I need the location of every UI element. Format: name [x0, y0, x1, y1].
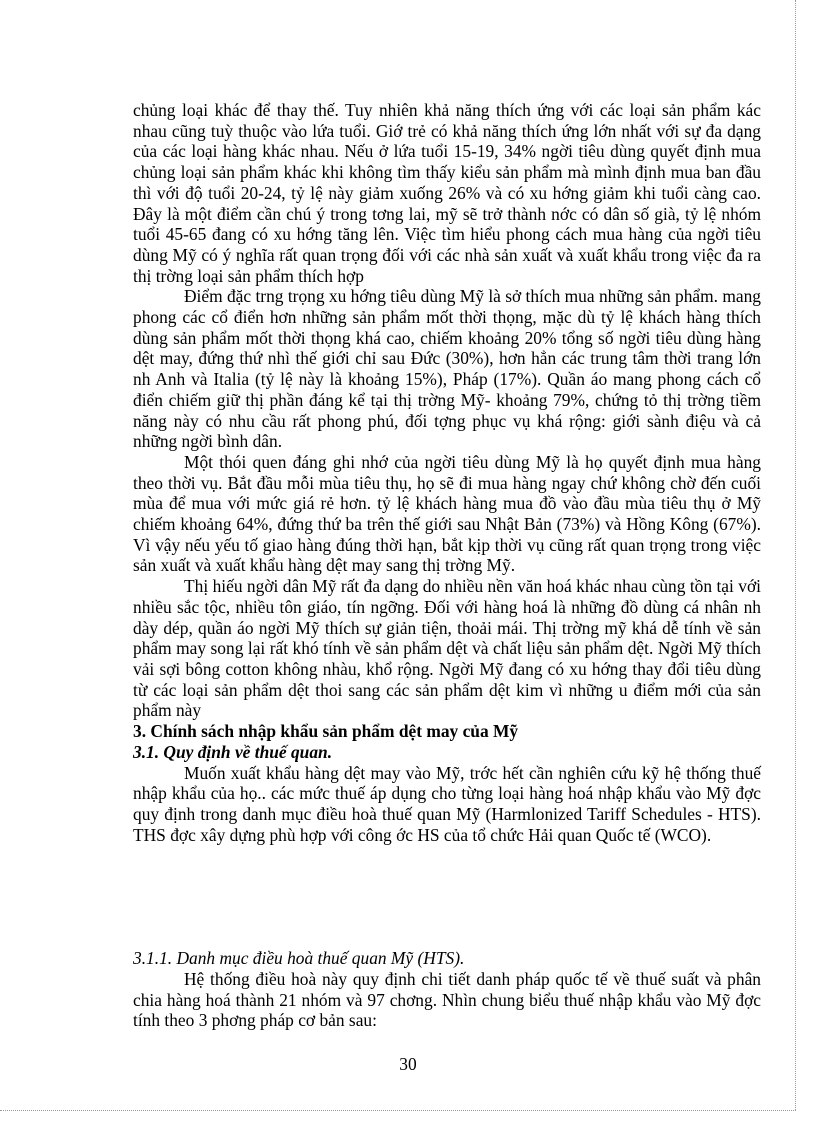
paragraph-consumer-age: chủng loại khác để thay thế. Tuy nhiên khả năng thích ứng với các loại sản phẩm kác nhau cũng tuỳ thuộc vào lứa tuổi. Giớ trẻ có khả năng thích ứng lớn nhất với sự đa dạng của các loại hàng khác nhau. Nếu ở lứa tuổi 15-19, 34% ngời tiêu dùng quyết định mua chủng loại sản phẩm khác khi không tìm thấy kiểu sản phẩm mà mình định mua ban đầu thì với độ tuổi 20-24, tỷ lệ này giảm xuống 26% và có xu hớng giảm khi tuổi càng cao. Đây là một điểm cần chú ý trong tơng lai, mỹ sẽ trở thành nớc có dân số già, tỷ lệ nhóm tuổi 45-65 đang có xu hớng tăng lên. Việc tìm hiểu phong cách mua hàng của ngời tiêu dùng Mỹ có ý nghĩa rất quan trọng đối với các nhà sản xuất và xuất khẩu trong việc đa ra thị trờng loại sản phẩm thích hợp	[133, 100, 761, 286]
body-text	[133, 100, 761, 1031]
section-heading-import-policy: 3. Chính sách nhập khẩu sản phẩm dệt may của Mỹ	[133, 721, 519, 742]
paragraph-hts-detail: Hệ thống điều hoà này quy định chi tiết danh pháp quốc tế về thuế suất và phân chia hàng hoá thành 21 nhóm và 97 chơng. Nhìn chung biểu thuế nhập khẩu vào Mỹ đợc tính theo 3 phơng pháp cơ bản sau:	[133, 969, 761, 1031]
page-edge-bottom	[0, 1110, 796, 1111]
paragraph-classic-style: Điểm đặc trng trọng xu hớng tiêu dùng Mỹ là sở thích mua những sản phẩm. mang phong các cổ điển hơn những sản phẩm mốt thời thọng, mặc dù tỷ lệ khách hàng thích dùng sản phẩm mốt thời thọng khá cao, chiếm khoảng 20% tổng số ngời tiêu dùng hàng dệt may, đứng thứ nhì thế giới chỉ sau Đức (30%), hơn hẳn các trung tâm thời trang lớn nh Anh và Italia (tỷ lệ này là khoảng 15%), Pháp (17%). Quần áo mang phong cách cổ điển chiếm giữ thị phần đáng kể tại thị trờng Mỹ- khoảng 79%, chứng tỏ thị trờng tiềm năng này có nhu cầu rất phong phú, đối tợng phục vụ khá rộng: giới sành điệu và cả những ngời bình dân.	[133, 286, 761, 452]
page-number: 30	[399, 1054, 417, 1074]
paragraph-tariff-system: Muốn xuất khẩu hàng dệt may vào Mỹ, trớc hết cần nghiên cứu kỹ hệ thống thuế nhập khẩu của họ.. các mức thuế áp dụng cho từng loại hàng hoá nhập khẩu vào Mỹ đợc quy định trong danh mục điều hoà thuế quan Mỹ (Harmlonized Tariff Schedules - HTS). THS đợc xây dựng phù hợp với công ớc HS của tổ chức Hải quan Quốc tế (WCO).	[133, 762, 761, 845]
spacer	[133, 845, 761, 948]
subsection-heading-tariff: 3.1. Quy định về thuế quan.	[133, 741, 333, 762]
page-edge-right	[795, 0, 796, 1110]
paragraph-taste-diversity: Thị hiếu ngời dân Mỹ rất đa dạng do nhiều nền văn hoá khác nhau cùng tồn tại với nhiều sắc tộc, nhiều tôn giáo, tín ngỡng. Đối với hàng hoá là những đồ dùng cá nhân nh dày dép, quần áo ngời Mỹ thích sự giản tiện, thoải mái. Thị trờng mỹ khá dễ tính về sản phẩm may song lại rất khó tính về sản phẩm dệt và chất liệu sản phẩm dệt. Ngời Mỹ thích vải sợi bông cotton không nhàu, khổ rộng. Ngời Mỹ đang có xu hớng thay đổi tiêu dùng từ các loại sản phẩm dệt thoi sang các sản phẩm dệt kim vì những u điểm mới của sản phẩm này	[133, 576, 761, 721]
subsubsection-heading-hts: 3.1.1. Danh mục điều hoà thuế quan Mỹ (HTS).	[133, 948, 465, 969]
paragraph-seasonal-habit: Một thói quen đáng ghi nhớ của ngời tiêu dùng Mỹ là họ quyết định mua hàng theo thời vụ. Bắt đầu mỗi mùa tiêu thụ, họ sẽ đi mua hàng ngay chứ không chờ đến cuối mùa để mua với mức giá rẻ hơn. tỷ lệ khách hàng mua đồ vào đầu mùa tiêu thụ ở Mỹ chiếm khoảng 64%, đứng thứ ba trên thế giới sau Nhật Bản (73%) và Hồng Kông (67%). Vì vậy nếu yếu tố giao hàng đúng thời hạn, bắt kịp thời vụ cũng rất quan trọng trong việc sản xuất và xuất khẩu hàng dệt may sang thị trờng Mỹ.	[133, 451, 761, 576]
